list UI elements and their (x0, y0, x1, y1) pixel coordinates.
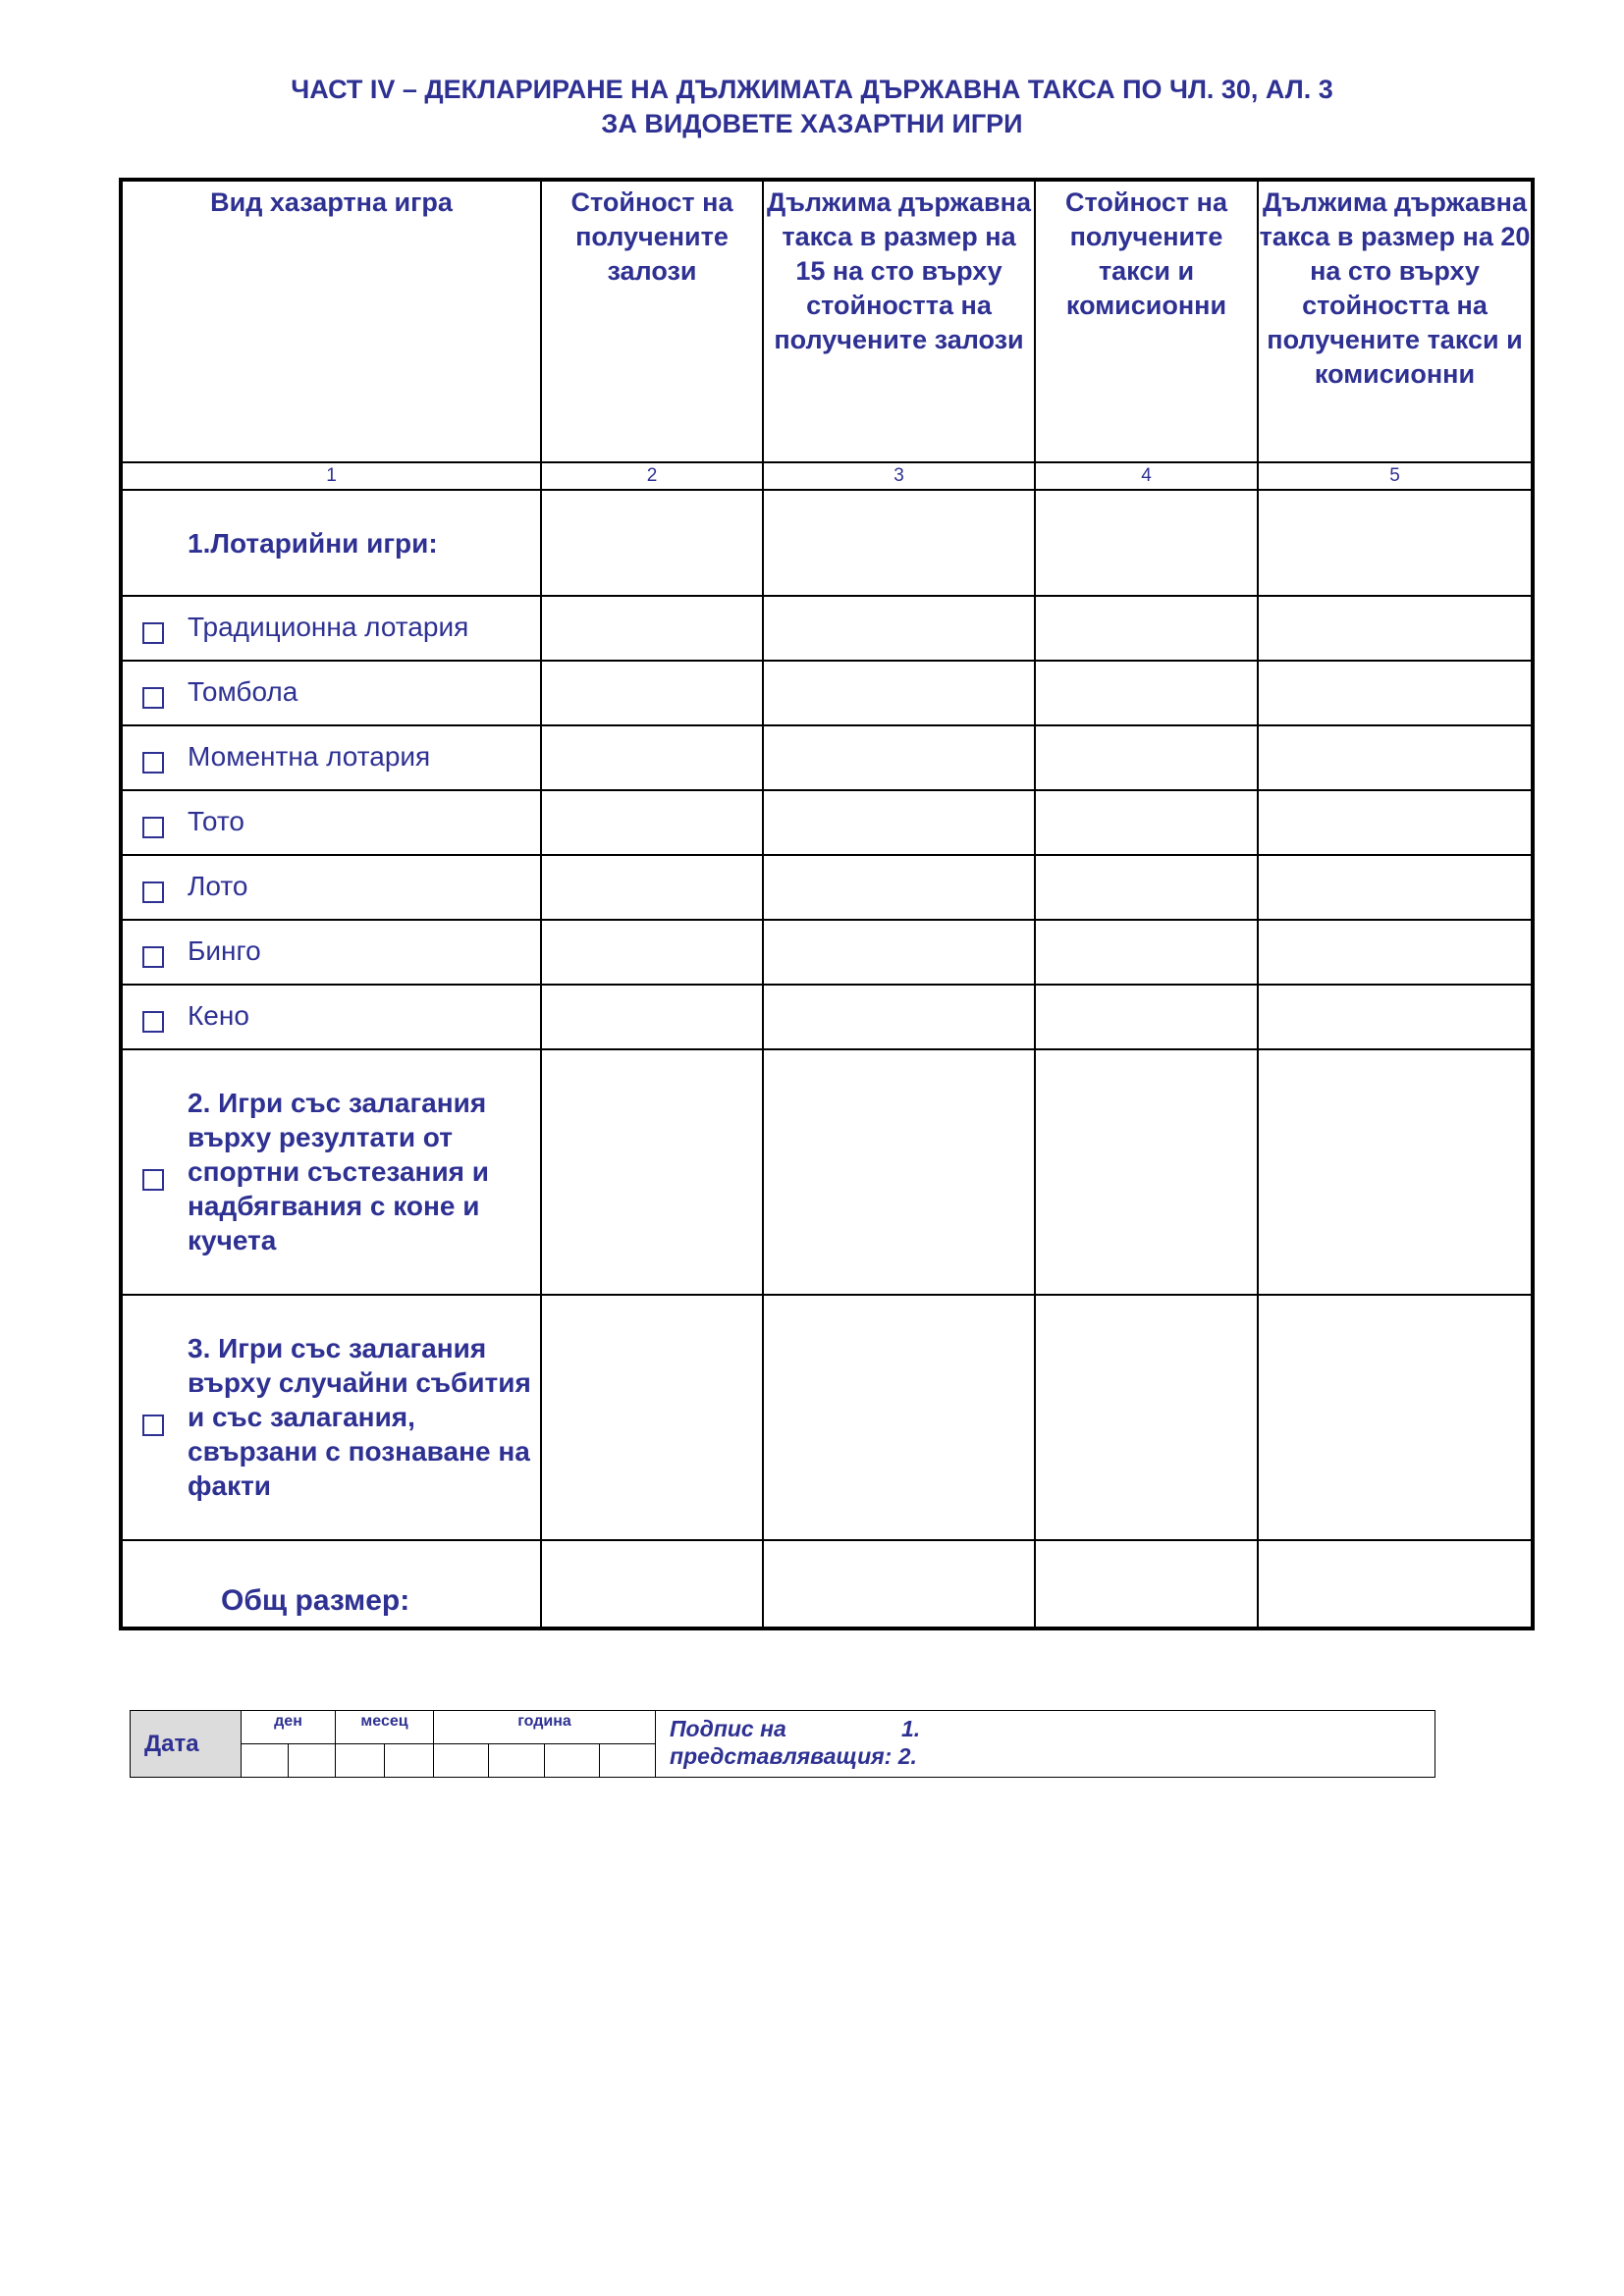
fee-20-cell[interactable] (1258, 985, 1533, 1049)
fee-20-cell[interactable] (1258, 725, 1533, 790)
header-stakes-value: Стойност на получените залози (541, 180, 763, 462)
fee-20-cell[interactable] (1258, 1540, 1533, 1629)
stakes-value-cell[interactable] (541, 490, 763, 596)
year-header: година (434, 1711, 656, 1744)
table-row-event-betting (121, 1295, 1533, 1540)
fee-15-cell[interactable] (763, 855, 1035, 920)
checkbox-loto[interactable] (142, 881, 164, 903)
item-label: Тото (188, 806, 244, 836)
table-row (121, 920, 1533, 985)
fee-15-cell[interactable] (763, 596, 1035, 661)
signature-number-2: 2. (897, 1743, 917, 1769)
row-label (121, 490, 541, 596)
header-game-type: Вид хазартна игра (121, 180, 541, 462)
checkbox-traditional-lottery[interactable] (142, 622, 164, 644)
fee-20-cell[interactable] (1258, 1049, 1533, 1295)
item-label: Лото (188, 871, 248, 901)
table-row (121, 855, 1533, 920)
year-digit-box[interactable] (434, 1744, 489, 1778)
fees-commissions-cell[interactable] (1035, 920, 1258, 985)
row-label (121, 1540, 541, 1629)
fees-commissions-cell[interactable] (1035, 596, 1258, 661)
row-label (121, 855, 541, 920)
fee-20-cell[interactable] (1258, 790, 1533, 855)
fee-15-cell[interactable] (763, 920, 1035, 985)
day-digit-box[interactable] (289, 1744, 336, 1778)
signature-label: Подпис на (670, 1716, 786, 1741)
header-fee-20: Дължима държавна такса в размер на 20 на сто върху стойността на получените такси и комисионни (1258, 180, 1533, 462)
item-label: Кено (188, 1000, 249, 1031)
column-number-row (121, 462, 1533, 490)
section-sports-betting: 2. Игри със залагания върху резултати от спортни състезания и надбягвания с коне и кучета (188, 1088, 489, 1255)
signature-label-representative: представляващия: 2. (670, 1743, 917, 1769)
checkbox-event-betting[interactable] (142, 1415, 164, 1436)
year-digit-box[interactable] (489, 1744, 545, 1778)
fee-20-cell[interactable] (1258, 920, 1533, 985)
stakes-value-cell[interactable] (541, 596, 763, 661)
fee-15-cell[interactable] (763, 790, 1035, 855)
header-fees-commissions-value: Стойност на получените такси и комисионни (1035, 180, 1258, 462)
row-label (121, 790, 541, 855)
fee-15-cell[interactable] (763, 661, 1035, 725)
fee-15-cell[interactable] (763, 725, 1035, 790)
fee-15-cell[interactable] (763, 1295, 1035, 1540)
row-label (121, 920, 541, 985)
checkbox-tombola[interactable] (142, 687, 164, 709)
fee-20-cell[interactable] (1258, 661, 1533, 725)
fee-20-cell[interactable] (1258, 855, 1533, 920)
table-row (121, 790, 1533, 855)
fees-commissions-cell[interactable] (1035, 790, 1258, 855)
stakes-value-cell[interactable] (541, 725, 763, 790)
fee-20-cell[interactable] (1258, 596, 1533, 661)
date-signature-block (130, 1710, 1435, 1778)
column-number: 4 (1035, 462, 1258, 490)
table-row-sports-betting (121, 1049, 1533, 1295)
fees-commissions-cell[interactable] (1035, 855, 1258, 920)
signature-field[interactable] (656, 1711, 1435, 1778)
column-number: 3 (763, 462, 1035, 490)
checkbox-toto[interactable] (142, 817, 164, 838)
stakes-value-cell[interactable] (541, 661, 763, 725)
header-fee-15: Дължима държавна такса в размер на 15 на сто върху стойността на получените залози (763, 180, 1035, 462)
row-label (121, 1295, 541, 1540)
checkbox-sports-betting[interactable] (142, 1169, 164, 1191)
checkbox-instant-lottery[interactable] (142, 752, 164, 774)
row-label (121, 985, 541, 1049)
stakes-value-cell[interactable] (541, 1049, 763, 1295)
fees-commissions-cell[interactable] (1035, 1295, 1258, 1540)
fee-15-cell[interactable] (763, 1540, 1035, 1629)
day-header: ден (242, 1711, 336, 1744)
table-row (121, 661, 1533, 725)
column-number: 5 (1258, 462, 1533, 490)
fee-20-cell[interactable] (1258, 490, 1533, 596)
fee-15-cell[interactable] (763, 490, 1035, 596)
date-label: Дата (131, 1711, 242, 1778)
fees-commissions-cell[interactable] (1035, 1540, 1258, 1629)
stakes-value-cell[interactable] (541, 920, 763, 985)
fees-commissions-cell[interactable] (1035, 725, 1258, 790)
stakes-value-cell[interactable] (541, 985, 763, 1049)
table-row-lottery-section (121, 490, 1533, 596)
fee-15-cell[interactable] (763, 1049, 1035, 1295)
page-title (0, 73, 1624, 141)
item-label: Бинго (188, 935, 261, 966)
fee-20-cell[interactable] (1258, 1295, 1533, 1540)
stakes-value-cell[interactable] (541, 1295, 763, 1540)
row-label (121, 661, 541, 725)
title-line-1: ЧАСТ IV – ДЕКЛАРИРАНЕ НА ДЪЛЖИМАТА ДЪРЖАВНА ТАКСА ПО ЧЛ. 30, АЛ. 3 (291, 75, 1333, 104)
fees-commissions-cell[interactable] (1035, 490, 1258, 596)
year-digit-box[interactable] (545, 1744, 600, 1778)
month-header: месец (336, 1711, 434, 1744)
item-label: Моментна лотария (188, 741, 431, 772)
column-number: 1 (121, 462, 541, 490)
table-row-total (121, 1540, 1533, 1629)
stakes-value-cell[interactable] (541, 790, 763, 855)
month-digit-box[interactable] (385, 1744, 434, 1778)
fee-15-cell[interactable] (763, 985, 1035, 1049)
total-label: Общ размер: (221, 1584, 410, 1617)
year-digit-box[interactable] (600, 1744, 656, 1778)
section-lottery-heading: 1.Лотарийни игри: (188, 528, 438, 559)
checkbox-bingo[interactable] (142, 946, 164, 968)
title-line-2: ЗА ВИДОВЕТЕ ХАЗАРТНИ ИГРИ (601, 109, 1023, 138)
row-label (121, 1049, 541, 1295)
month-digit-box[interactable] (336, 1744, 385, 1778)
fees-commissions-cell[interactable] (1035, 661, 1258, 725)
row-label (121, 596, 541, 661)
fee-declaration-table (119, 178, 1535, 1630)
item-label: Традиционна лотария (188, 612, 469, 642)
fees-commissions-cell[interactable] (1035, 985, 1258, 1049)
header-row (121, 180, 1533, 462)
column-number: 2 (541, 462, 763, 490)
checkbox-keno[interactable] (142, 1011, 164, 1033)
stakes-value-cell[interactable] (541, 855, 763, 920)
stakes-value-cell[interactable] (541, 1540, 763, 1629)
table-row (121, 985, 1533, 1049)
row-label (121, 725, 541, 790)
item-label: Томбола (188, 676, 298, 707)
section-event-betting: 3. Игри със залагания върху случайни събития и със залагания, свързани с познаване на факти (188, 1333, 531, 1501)
table-row (121, 725, 1533, 790)
fees-commissions-cell[interactable] (1035, 1049, 1258, 1295)
table-row (121, 596, 1533, 661)
day-digit-box[interactable] (242, 1744, 289, 1778)
signature-number-1: 1. (901, 1716, 921, 1741)
